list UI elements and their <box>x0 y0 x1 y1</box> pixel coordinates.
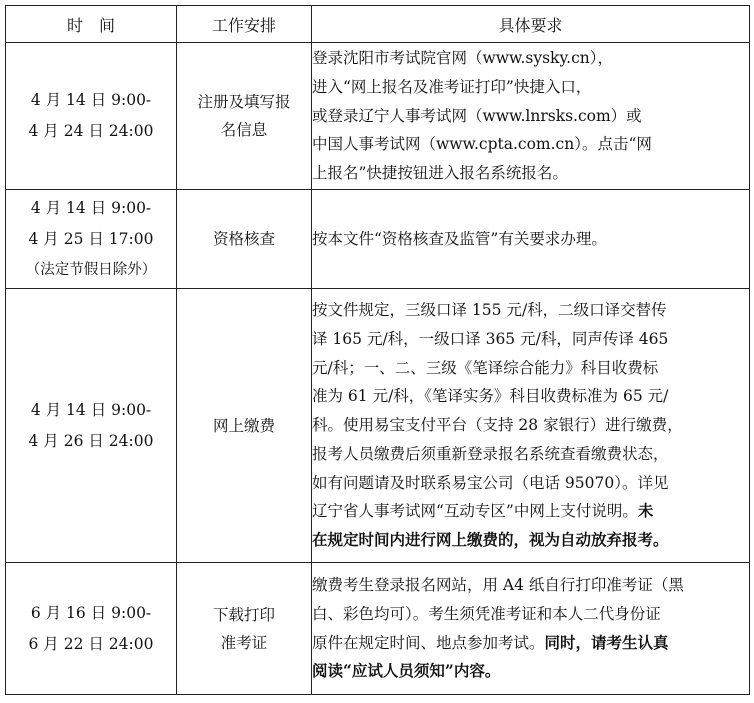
requirements-line: 科。使用易宝支付平台（支持 28 家银行）进行缴费， <box>312 416 683 435</box>
time-line: 6 月 22 日 24:00 <box>28 634 154 653</box>
task-line: 资格核查 <box>212 230 275 248</box>
emphasis-text: 在规定时间内进行网上缴费的，视为自动放弃报考。 <box>312 529 669 549</box>
requirements-line: 译 165 元/科，一级口译 365 元/科，同声传译 465 <box>312 330 669 349</box>
time-cell <box>6 43 177 190</box>
requirements-line: 元/科；一、二、三级《笔译综合能力》科目收费标 <box>312 358 659 377</box>
table-row <box>6 43 750 190</box>
time-line: 4 月 24 日 24:00 <box>28 122 154 140</box>
exam-schedule-table <box>5 5 750 695</box>
requirements-line: 中国人事考试网（www.cpta.com.cn）。点击“网 <box>312 135 652 154</box>
task-line: 名信息 <box>220 121 268 139</box>
requirements-line: 上报名”快捷按钮进入报名系统报名。 <box>312 164 568 183</box>
time-line: 4 月 25 日 17:00 <box>28 229 154 248</box>
table-row <box>6 190 750 289</box>
task-line: 下载打印 <box>212 605 275 624</box>
requirements-cell <box>312 43 750 190</box>
task-cell <box>177 289 312 563</box>
task-cell <box>177 190 312 289</box>
requirements-line: 如有问题请及时联系易宝公司（电话 95070）。详见 <box>312 473 669 492</box>
header-task: 工作安排 <box>177 6 312 43</box>
task-line: 注册及填写报 <box>197 93 291 111</box>
time-cell <box>6 563 177 695</box>
requirements-cell <box>312 563 750 695</box>
requirements-text: 原件在规定时间、地点参加考试。 <box>312 633 545 652</box>
requirements-line: 进入“网上报名及准考证打印”快捷入口， <box>312 77 592 96</box>
requirements-line: 报考人员缴费后须重新登录报名系统查看缴费状态， <box>312 444 669 463</box>
requirements-line <box>312 497 749 526</box>
table-row <box>6 289 750 563</box>
emphasis-text: 未 <box>637 501 654 521</box>
requirements-line: 按本文件“资格核查及监管”有关要求办理。 <box>312 229 607 248</box>
time-cell <box>6 190 177 289</box>
requirements-line: 缴费考生登录报名网站，用 A4 纸自行打印准考证（黑 <box>312 576 684 595</box>
task-line: 网上缴费 <box>212 416 275 435</box>
time-line: 4 月 14 日 9:00- <box>30 91 152 109</box>
requirements-cell <box>312 190 750 289</box>
requirements-text: 辽宁省人事考试网“互动专区”中网上支付说明。 <box>312 502 638 521</box>
header-time: 时 间 <box>6 6 177 43</box>
time-line: 4 月 26 日 24:00 <box>28 431 154 450</box>
emphasis-text: 同时，请考生认真 <box>544 632 669 652</box>
task-cell <box>177 43 312 190</box>
requirements-cell <box>312 289 750 563</box>
header-requirements: 具体要求 <box>312 6 750 43</box>
time-cell <box>6 289 177 563</box>
time-line: 6 月 16 日 9:00- <box>30 603 152 622</box>
time-note: （法定节假日除外） <box>25 261 157 278</box>
time-line: 4 月 14 日 9:00- <box>30 198 152 217</box>
table-row <box>6 563 750 695</box>
emphasis-text: 阅读“应试人员须知”内容。 <box>312 661 501 681</box>
requirements-line <box>312 629 749 658</box>
requirements-line: 白、彩色均可）。考生须凭准考证和本人二代身份证 <box>312 604 661 623</box>
requirements-line: 按文件规定，三级口译 155 元/科，二级口译交替传 <box>312 301 667 320</box>
requirements-line: 登录沈阳市考试院官网（www.sysky.cn）， <box>312 49 613 68</box>
task-line: 准考证 <box>220 633 268 652</box>
time-line: 4 月 14 日 9:00- <box>30 400 152 419</box>
requirements-line: 或登录辽宁人事考试网（www.lnrsks.com）或 <box>312 106 642 125</box>
header-row <box>6 6 750 43</box>
task-cell <box>177 563 312 695</box>
requirements-line: 准为 61 元/科，《笔译实务》科目收费标准为 65 元/ <box>312 387 669 406</box>
